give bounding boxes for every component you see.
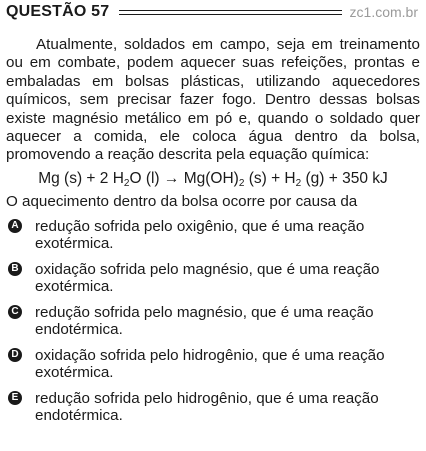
option-d[interactable] bbox=[6, 347, 420, 381]
option-e-badge: E bbox=[8, 391, 22, 405]
option-b-badge: B bbox=[8, 262, 22, 276]
option-b[interactable] bbox=[6, 261, 420, 295]
answer-options bbox=[6, 218, 420, 424]
option-d-line-1: oxidação sofrida pelo hidrogênio, que é uma reação bbox=[35, 346, 385, 364]
equation-part-3: (s) + H bbox=[244, 169, 296, 187]
chemical-equation bbox=[6, 168, 420, 190]
equation-subscript-2: 2 bbox=[238, 177, 245, 189]
option-c-line-1: redução sofrida pelo magnésio, que é uma reação bbox=[35, 303, 374, 321]
equation-part-4: (g) + 350 kJ bbox=[301, 169, 388, 187]
option-c[interactable] bbox=[6, 304, 420, 338]
option-b-line-1: oxidação sofrida pelo magnésio, que é uma reação bbox=[35, 260, 380, 278]
option-e-line-2: endotérmica. bbox=[35, 406, 123, 424]
question-title: QUESTÃO 57 bbox=[6, 3, 110, 20]
equation-part-2: O (l) → Mg(OH) bbox=[129, 169, 239, 187]
option-d-line-2: exotérmica. bbox=[35, 363, 114, 381]
equation-subscript-1: 2 bbox=[123, 177, 130, 189]
option-c-line-2: endotérmica. bbox=[35, 320, 123, 338]
equation-subscript-3: 2 bbox=[295, 177, 302, 189]
option-a-badge: A bbox=[8, 219, 22, 233]
option-e[interactable] bbox=[6, 390, 420, 424]
question-stem: Atualmente, soldados em campo, seja em treinamento ou em combate, podem aquecer suas refeições, prontas e embaladas em bolsas plásticas, utilizando aquecedores químicos, sem precisar fazer fogo. Dentro dessas bolsas existe magnésio metálico em pó e, quando o soldado quer aquecer a comida, ele coloca água dentro da bolsa, promovendo a reação descrita pela equação química: bbox=[6, 36, 420, 164]
option-a-line-1: redução sofrida pelo oxigênio, que é uma reação bbox=[35, 217, 365, 235]
option-a-line-2: exotérmica. bbox=[35, 234, 114, 252]
question-header bbox=[6, 2, 420, 22]
site-watermark: zc1.com.br bbox=[349, 4, 418, 20]
question-prompt: O aquecimento dentro da bolsa ocorre por causa da bbox=[6, 192, 358, 210]
option-d-badge: D bbox=[8, 348, 22, 362]
option-c-badge: C bbox=[8, 305, 22, 319]
option-a[interactable] bbox=[6, 218, 420, 252]
header-double-rule bbox=[119, 10, 341, 15]
equation-part-1: Mg (s) + 2 H bbox=[38, 169, 124, 187]
option-b-line-2: exotérmica. bbox=[35, 277, 114, 295]
option-e-line-1: redução sofrida pelo hidrogênio, que é uma reação bbox=[35, 389, 379, 407]
